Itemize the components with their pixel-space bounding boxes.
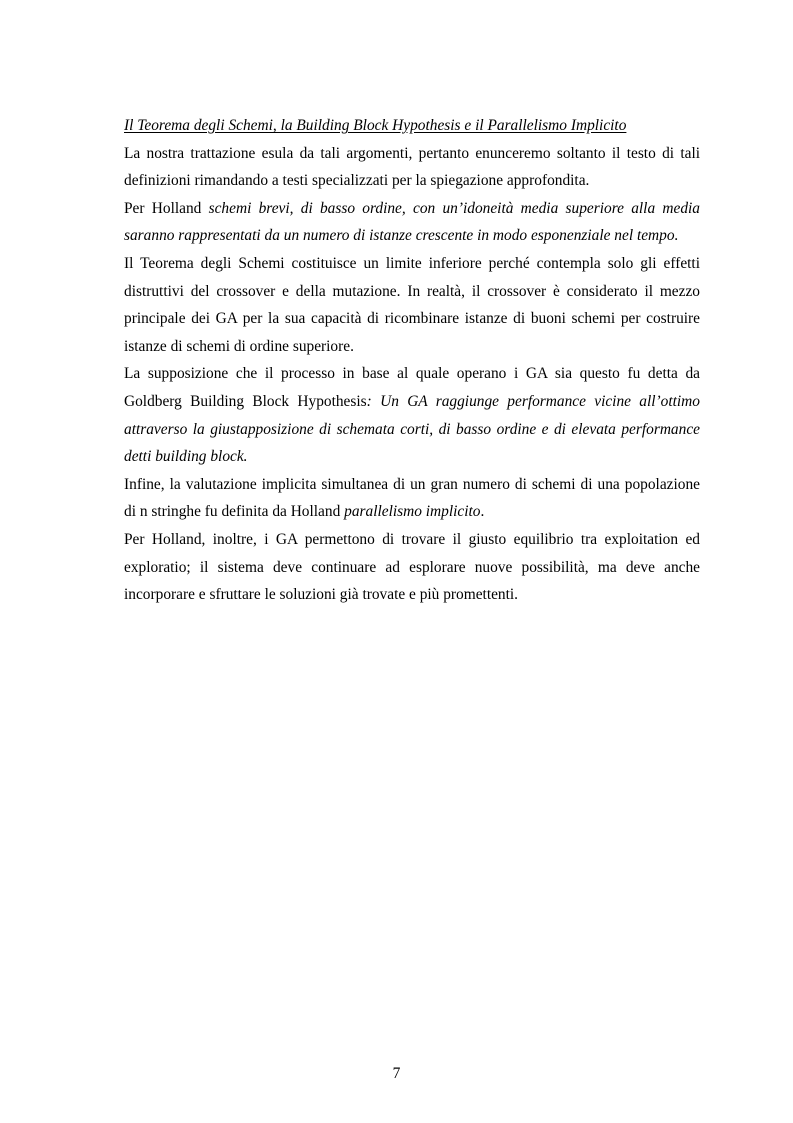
paragraph-parallelismo-end: . (480, 503, 485, 521)
paragraph-exploitation: Per Holland, inoltre, i GA permettono di trovare il giusto equilibrio tra exploitation ed exploratio; il sistema deve continuare ad esplorare nuove possibilità, ma deve anche incorporare e sfruttare le soluzioni già trovate e più promettenti. (124, 530, 700, 604)
paragraph-intro: La nostra trattazione esula da tali argomenti, pertanto enunceremo soltanto il testo di tali definizioni rimandando a testi specializzati per la spiegazione approfondita. (124, 144, 700, 190)
paragraph-holland-schemi (124, 195, 700, 250)
paragraph-teorema: Il Teorema degli Schemi costituisce un limite inferiore perché contempla solo gli effetti distruttivi del crossover e della mutazione. In realtà, il crossover è considerato il mezzo principale dei GA per la sua capacità di ricombinare istanze di buoni schemi per costruire istanze di schemi di ordine superiore. (124, 254, 700, 355)
paragraph-building-block-italic: : Un GA raggiunge performance vicine all’ottimo attraverso la giustapposizione di schemata corti, di basso ordine e di elevata performance detti building block. (124, 392, 700, 466)
page-number: 7 (392, 1065, 401, 1082)
paragraph-building-block (124, 360, 700, 470)
section-heading: Il Teorema degli Schemi, la Building Block Hypothesis e il Parallelismo Implicito (124, 117, 627, 134)
paragraph-parallelismo-italic: parallelismo implicito (344, 503, 481, 521)
paragraph-parallelismo-intro: Infine, la valutazione implicita simultanea di un gran numero di schemi di una popolazione di n stringhe fu definita da Holland (124, 475, 700, 521)
paragraph-parallelismo (124, 471, 700, 526)
paragraph-building-block-intro: La supposizione che il processo in base al quale operano i GA sia questo fu detta da Goldberg Building Block Hypothesis (124, 365, 700, 410)
page-body (124, 112, 700, 609)
paragraph-holland-schemi-intro: Per Holland (124, 199, 209, 217)
paragraph-holland-schemi-italic: schemi brevi, di basso ordine, con un’idoneità media superiore alla media saranno rappresentati da un numero di istanze crescente in modo esponenziale nel tempo. (124, 199, 701, 245)
